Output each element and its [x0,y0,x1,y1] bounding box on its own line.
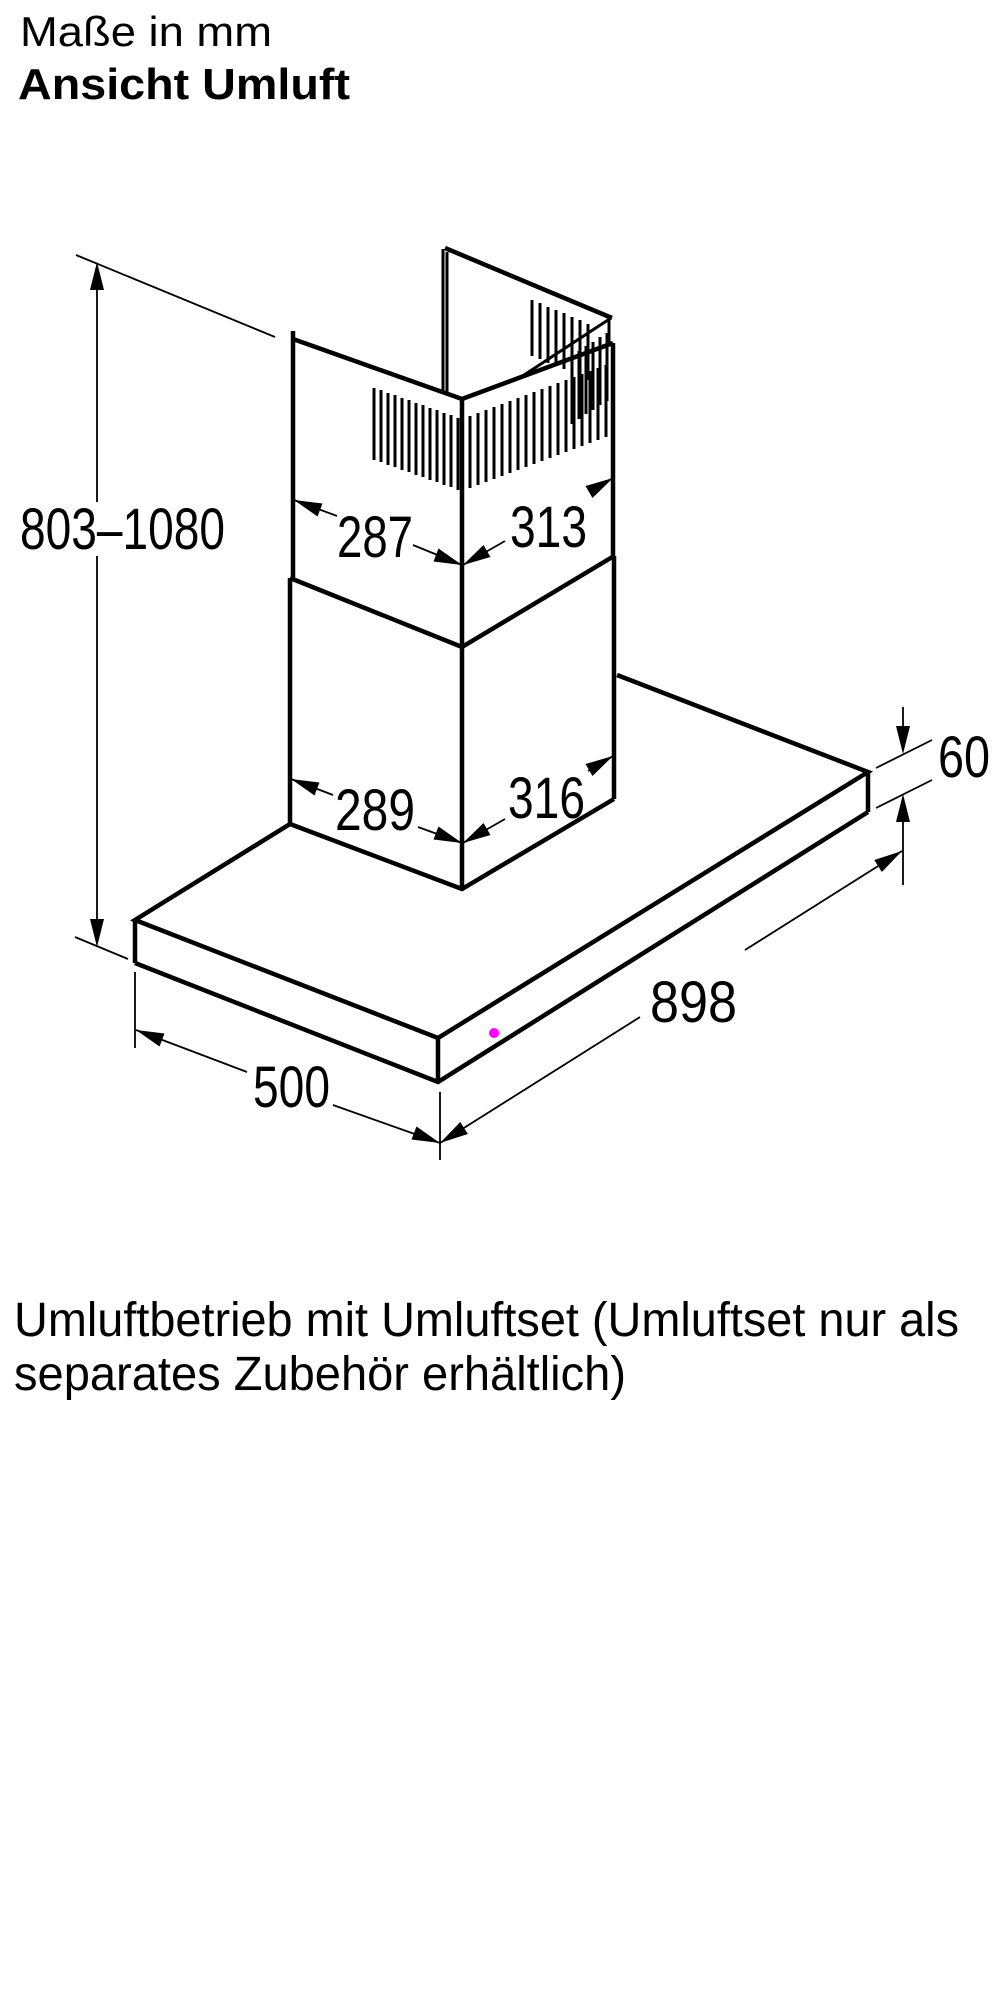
units-note: Maße in mm [20,8,272,55]
dim-chimney-lower-depth [463,756,613,843]
footnote [14,1294,959,1401]
dim-body-depth-label: 500 [253,1055,330,1120]
dim-chimney-upper-depth-label: 313 [510,495,587,560]
dim-body-height-label: 60 [938,725,990,790]
dim-body-width [440,851,902,1160]
dim-height-range-label: 803–1080 [20,497,225,562]
dim-height-range [20,255,275,959]
hood-body [135,675,868,1082]
dim-chimney-upper-width-label: 287 [337,505,413,570]
footnote-line-2: separates Zubehör erhältlich) [14,1348,626,1401]
dim-chimney-upper-width [294,500,462,570]
footnote-line-1: Umluftbetrieb mit Umluftset (Umluftset nur als [14,1294,959,1347]
dim-chimney-lower-width-label: 289 [335,778,415,843]
magenta-marker-dot [489,1028,499,1038]
view-title: Ansicht Umluft [18,60,351,109]
dim-body-width-label: 898 [650,970,737,1035]
dim-body-depth [135,972,440,1143]
vent-slats [374,300,607,490]
dim-chimney-lower-depth-label: 316 [508,766,585,831]
dim-chimney-upper-depth [463,478,613,565]
